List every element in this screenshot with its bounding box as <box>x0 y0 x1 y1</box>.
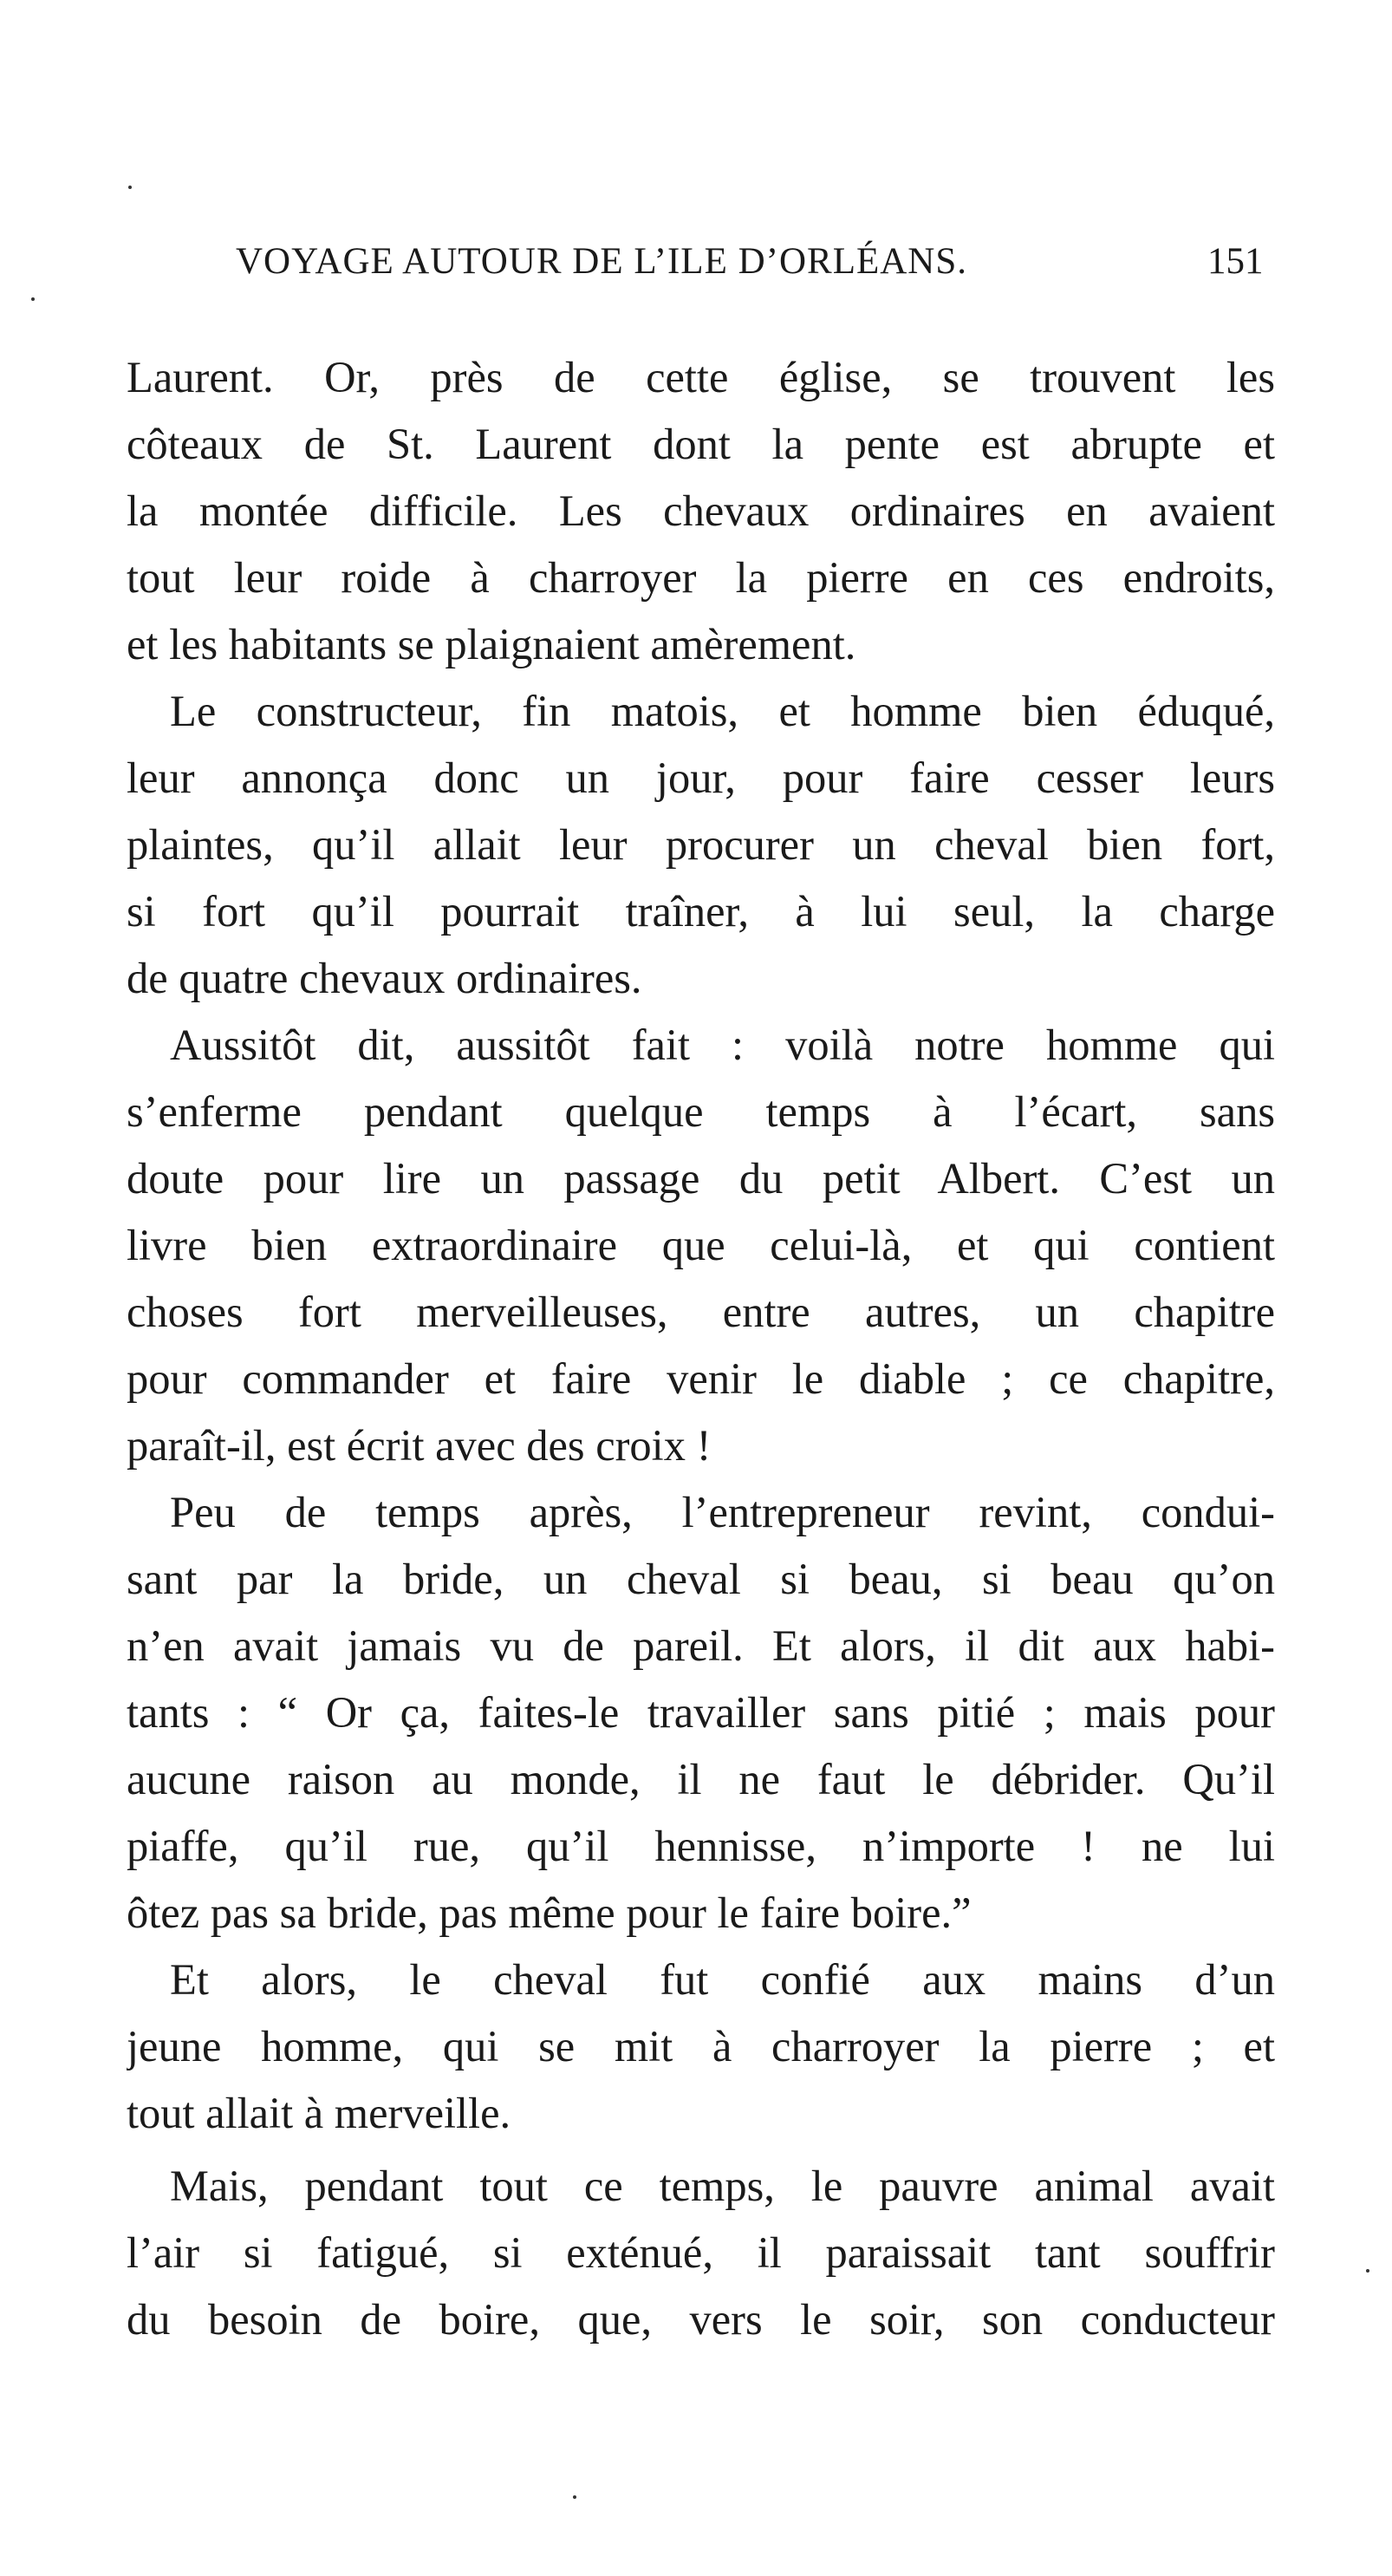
paragraph <box>127 1012 1275 1479</box>
paragraph <box>127 678 1275 1012</box>
text-line: leur annonça donc un jour, pour faire cesser leurs <box>127 753 1275 802</box>
paragraph <box>127 2153 1275 2353</box>
text-line: la montée difficile. Les chevaux ordinaires en avaient <box>127 486 1275 535</box>
text-line: du besoin de boire, que, vers le soir, son conducteur <box>127 2295 1275 2344</box>
text-line: tout leur roide à charroyer la pierre en ces endroits, <box>127 553 1275 602</box>
text-line: si fort qu’il pourrait traîner, à lui seul, la charge <box>127 887 1275 936</box>
text-line: Peu de temps après, l’entrepreneur revint, condui- <box>170 1488 1275 1536</box>
text-line: tants : “ Or ça, faites-le travailler sans pitié ; mais pour <box>127 1688 1275 1737</box>
text-line: livre bien extraordinaire que celui-là, et qui contient <box>127 1221 1275 1269</box>
text-line: Laurent. Or, près de cette église, se trouvent les <box>127 353 1275 401</box>
text-line: de quatre chevaux ordinaires. <box>127 954 642 1002</box>
text-line: et les habitants se plaignaient amèrement. <box>127 620 856 668</box>
paragraph <box>127 1947 1275 2147</box>
page-number: 151 <box>1207 241 1264 282</box>
text-line: Mais, pendant tout ce temps, le pauvre animal avait <box>170 2162 1275 2210</box>
paragraph-gap <box>127 2147 1275 2153</box>
body-text <box>127 344 1275 2353</box>
text-line: pour commander et faire venir le diable ; ce chapitre, <box>127 1354 1275 1403</box>
text-line: n’en avait jamais vu de pareil. Et alors, il dit aux habi- <box>127 1621 1275 1670</box>
text-line: jeune homme, qui se mit à charroyer la pierre ; et <box>127 2022 1275 2071</box>
text-line: s’enferme pendant quelque temps à l’écart, sans <box>127 1087 1275 1136</box>
text-line: plaintes, qu’il allait leur procurer un cheval bien fort, <box>127 820 1275 869</box>
text-line: Aussitôt dit, aussitôt fait : voilà notre homme qui <box>170 1021 1275 1069</box>
print-speck <box>31 297 35 301</box>
text-line: paraît-il, est écrit avec des croix ! <box>127 1421 712 1470</box>
text-line: sant par la bride, un cheval si beau, si beau qu’on <box>127 1555 1275 1603</box>
text-line: doute pour lire un passage du petit Albert. C’est un <box>127 1154 1275 1203</box>
running-title: VOYAGE AUTOUR DE L’ILE D’ORLÉANS. <box>236 241 967 282</box>
text-line: tout allait à merveille. <box>127 2089 511 2137</box>
page-header <box>0 236 1392 288</box>
text-line: Et alors, le cheval fut confié aux mains d’un <box>170 1955 1275 2004</box>
print-speck <box>1366 2269 1369 2273</box>
paragraph <box>127 344 1275 678</box>
text-line: Le constructeur, fin matois, et homme bien éduqué, <box>170 687 1275 735</box>
print-speck <box>128 186 132 189</box>
print-speck <box>573 2495 576 2499</box>
text-line: côteaux de St. Laurent dont la pente est abrupte et <box>127 420 1275 468</box>
text-line: ôtez pas sa bride, pas même pour le faire boire.” <box>127 1888 972 1937</box>
text-line: aucune raison au monde, il ne faut le débrider. Qu’il <box>127 1755 1275 1803</box>
text-line: l’air si fatigué, si exténué, il paraissait tant souffrir <box>127 2228 1275 2277</box>
text-line: piaffe, qu’il rue, qu’il hennisse, n’importe ! ne lui <box>127 1822 1275 1870</box>
text-line: choses fort merveilleuses, entre autres, un chapitre <box>127 1288 1275 1336</box>
paragraph <box>127 1479 1275 1947</box>
